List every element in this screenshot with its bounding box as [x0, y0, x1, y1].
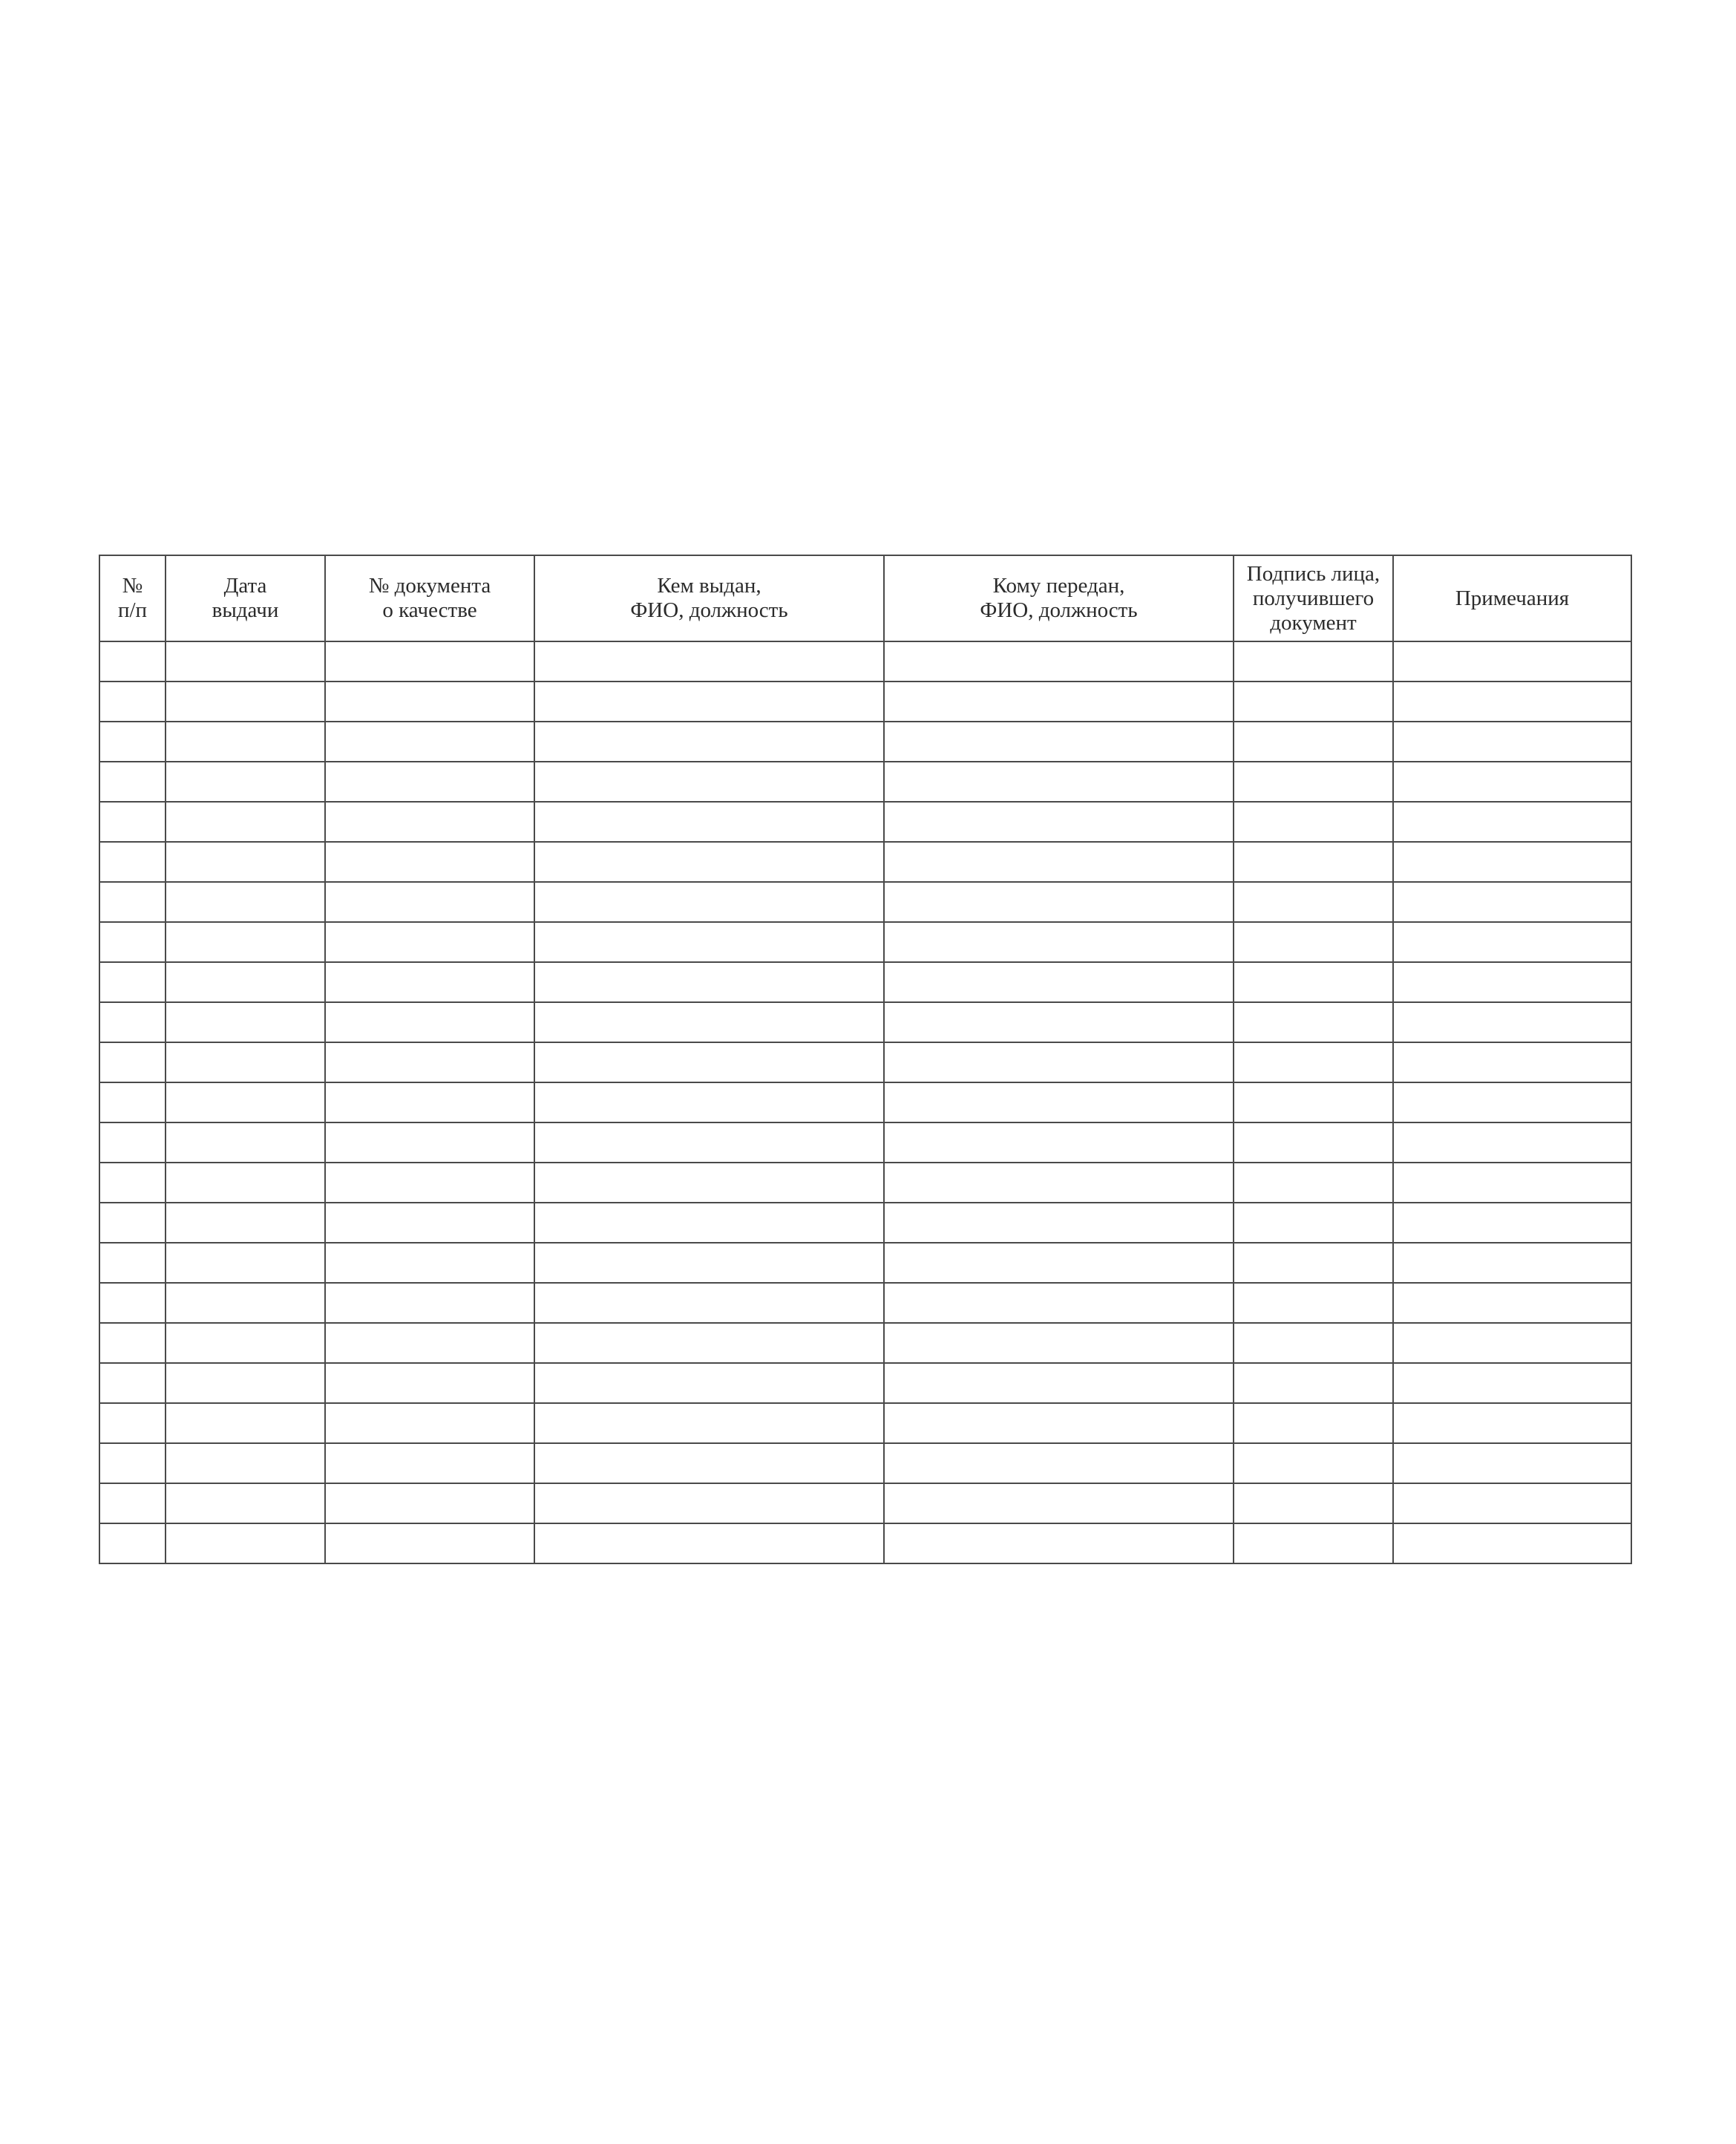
table-cell	[1234, 722, 1393, 762]
table-cell	[166, 1002, 325, 1042]
table-row	[99, 1523, 1631, 1563]
table-cell	[166, 1243, 325, 1283]
table-cell	[884, 1283, 1234, 1323]
table-cell	[1234, 1243, 1393, 1283]
table-cell	[1234, 1483, 1393, 1523]
table-cell	[166, 682, 325, 722]
table-cell	[99, 842, 166, 882]
table-cell	[99, 1243, 166, 1283]
table-cell	[1393, 1163, 1631, 1203]
table-cell	[99, 1283, 166, 1323]
table-cell	[325, 1243, 534, 1283]
table-cell	[1393, 1483, 1631, 1523]
table-cell	[534, 802, 884, 842]
table-row	[99, 802, 1631, 842]
table-cell	[884, 1042, 1234, 1082]
table-row	[99, 1483, 1631, 1523]
table-cell	[1234, 1523, 1393, 1563]
table-cell	[166, 842, 325, 882]
table-cell	[1234, 1283, 1393, 1323]
table-row	[99, 1283, 1631, 1323]
table-cell	[1234, 1363, 1393, 1403]
table-cell	[1234, 1443, 1393, 1483]
table-row	[99, 1163, 1631, 1203]
table-cell	[99, 882, 166, 922]
table-cell	[534, 682, 884, 722]
table-cell	[534, 1323, 884, 1363]
table-cell	[1393, 1243, 1631, 1283]
table-cell	[1234, 1042, 1393, 1082]
table-cell	[1234, 1122, 1393, 1163]
table-cell	[534, 1082, 884, 1122]
table-cell	[325, 1403, 534, 1443]
table-cell	[534, 1122, 884, 1163]
table-row	[99, 1203, 1631, 1243]
table-cell	[1393, 1122, 1631, 1163]
table-cell	[884, 842, 1234, 882]
table-cell	[325, 1163, 534, 1203]
table-cell	[534, 762, 884, 802]
header-transferred-to: Кому передан, ФИО, должность	[884, 555, 1234, 641]
table-cell	[1393, 882, 1631, 922]
table-cell	[166, 1163, 325, 1203]
table-cell	[1393, 762, 1631, 802]
table-cell	[325, 842, 534, 882]
table-cell	[1393, 722, 1631, 762]
table-cell	[166, 1042, 325, 1082]
table-cell	[534, 1283, 884, 1323]
table-cell	[325, 962, 534, 1002]
table-cell	[884, 802, 1234, 842]
table-cell	[1393, 641, 1631, 682]
table-cell	[884, 1082, 1234, 1122]
table-cell	[166, 641, 325, 682]
table-cell	[99, 1203, 166, 1243]
table-cell	[1234, 802, 1393, 842]
table-cell	[884, 722, 1234, 762]
table-row	[99, 1042, 1631, 1082]
table-cell	[1393, 1323, 1631, 1363]
header-quality-document-number: № документа о качестве	[325, 555, 534, 641]
table-cell	[325, 1443, 534, 1483]
table-cell	[534, 1002, 884, 1042]
table-cell	[1234, 762, 1393, 802]
table-cell	[166, 1363, 325, 1403]
table-cell	[325, 682, 534, 722]
table-cell	[534, 1042, 884, 1082]
table-cell	[1234, 641, 1393, 682]
table-cell	[884, 1443, 1234, 1483]
table-cell	[99, 1323, 166, 1363]
table-row	[99, 1122, 1631, 1163]
table-cell	[1393, 1042, 1631, 1082]
table-cell	[1393, 842, 1631, 882]
table-cell	[534, 1363, 884, 1403]
table-cell	[1234, 1082, 1393, 1122]
table-cell	[1393, 1203, 1631, 1243]
table-cell	[166, 962, 325, 1002]
table-row	[99, 1323, 1631, 1363]
table-cell	[166, 922, 325, 962]
table-cell	[166, 1122, 325, 1163]
table-cell	[1234, 962, 1393, 1002]
table-cell	[1234, 682, 1393, 722]
table-cell	[325, 882, 534, 922]
table-cell	[99, 1082, 166, 1122]
table-row	[99, 1443, 1631, 1483]
table-cell	[884, 1122, 1234, 1163]
table-cell	[166, 1443, 325, 1483]
table-cell	[99, 1042, 166, 1082]
table-row	[99, 1243, 1631, 1283]
table-cell	[99, 1122, 166, 1163]
table-cell	[1234, 882, 1393, 922]
table-cell	[99, 962, 166, 1002]
header-notes: Примечания	[1393, 555, 1631, 641]
table-cell	[534, 842, 884, 882]
table-cell	[1234, 1323, 1393, 1363]
table-cell	[1234, 1002, 1393, 1042]
table-cell	[884, 1483, 1234, 1523]
table-cell	[884, 1523, 1234, 1563]
table-cell	[884, 682, 1234, 722]
table-cell	[325, 1042, 534, 1082]
table-row	[99, 842, 1631, 882]
table-cell	[884, 962, 1234, 1002]
header-issue-date: Дата выдачи	[166, 555, 325, 641]
table-cell	[99, 1443, 166, 1483]
table-cell	[534, 1483, 884, 1523]
table-cell	[534, 1443, 884, 1483]
table-cell	[325, 1523, 534, 1563]
table-cell	[1393, 1363, 1631, 1403]
table-cell	[99, 1163, 166, 1203]
table-cell	[534, 922, 884, 962]
table-cell	[884, 1002, 1234, 1042]
header-row	[99, 555, 1631, 641]
table-cell	[325, 641, 534, 682]
table-cell	[166, 1403, 325, 1443]
table-cell	[166, 1203, 325, 1243]
table-cell	[534, 641, 884, 682]
table-cell	[99, 922, 166, 962]
table-cell	[534, 1163, 884, 1203]
table-cell	[166, 802, 325, 842]
table-cell	[1393, 1283, 1631, 1323]
table-cell	[325, 1002, 534, 1042]
table-cell	[325, 1203, 534, 1243]
table-cell	[166, 1283, 325, 1323]
table-cell	[884, 1203, 1234, 1243]
table-cell	[99, 1483, 166, 1523]
table-cell	[166, 1483, 325, 1523]
table-cell	[1393, 1443, 1631, 1483]
table-cell	[325, 1323, 534, 1363]
table-cell	[1234, 842, 1393, 882]
header-recipient-signature: Подпись лица, получившего документ	[1234, 555, 1393, 641]
table-cell	[166, 1082, 325, 1122]
table-cell	[99, 1002, 166, 1042]
table-cell	[884, 882, 1234, 922]
table-cell	[1393, 1403, 1631, 1443]
table-cell	[1393, 962, 1631, 1002]
table-row	[99, 962, 1631, 1002]
table-cell	[166, 722, 325, 762]
table-cell	[325, 1363, 534, 1403]
table-cell	[1234, 1163, 1393, 1203]
table-row	[99, 722, 1631, 762]
table-cell	[1393, 1082, 1631, 1122]
header-issued-by: Кем выдан, ФИО, должность	[534, 555, 884, 641]
document-issue-log-table	[99, 555, 1632, 1564]
table-cell	[884, 1163, 1234, 1203]
table-cell	[99, 1403, 166, 1443]
table-cell	[1393, 1002, 1631, 1042]
table-cell	[534, 1403, 884, 1443]
table-cell	[166, 762, 325, 802]
table-cell	[325, 1283, 534, 1323]
table-cell	[325, 922, 534, 962]
table-cell	[99, 1523, 166, 1563]
table-cell	[534, 882, 884, 922]
table-cell	[325, 1082, 534, 1122]
table-row	[99, 882, 1631, 922]
table-cell	[99, 682, 166, 722]
table-cell	[1234, 1203, 1393, 1243]
table-cell	[1234, 922, 1393, 962]
table-cell	[325, 722, 534, 762]
table-cell	[99, 802, 166, 842]
table-cell	[99, 641, 166, 682]
table-cell	[534, 1203, 884, 1243]
table-cell	[884, 1323, 1234, 1363]
table-cell	[884, 1363, 1234, 1403]
table-cell	[99, 722, 166, 762]
table-row	[99, 762, 1631, 802]
table-cell	[325, 762, 534, 802]
table-cell	[1234, 1403, 1393, 1443]
table-cell	[325, 802, 534, 842]
table-cell	[1393, 682, 1631, 722]
table-cell	[166, 1323, 325, 1363]
table-cell	[1393, 922, 1631, 962]
table-cell	[325, 1122, 534, 1163]
table-row	[99, 922, 1631, 962]
table-cell	[884, 762, 1234, 802]
table-cell	[534, 722, 884, 762]
table-cell	[884, 641, 1234, 682]
table-cell	[166, 1523, 325, 1563]
table-cell	[884, 1243, 1234, 1283]
table-row	[99, 1002, 1631, 1042]
table-row	[99, 1082, 1631, 1122]
table-cell	[534, 1523, 884, 1563]
table-row	[99, 682, 1631, 722]
table-cell	[1393, 802, 1631, 842]
table-cell	[99, 1363, 166, 1403]
table-cell	[534, 1243, 884, 1283]
table-cell	[1393, 1523, 1631, 1563]
table-cell	[166, 882, 325, 922]
table-body	[99, 641, 1631, 1563]
table-cell	[325, 1483, 534, 1523]
header-row-number: № п/п	[99, 555, 166, 641]
table-row	[99, 1403, 1631, 1443]
table-cell	[534, 962, 884, 1002]
table-cell	[884, 922, 1234, 962]
table-row	[99, 641, 1631, 682]
table-row	[99, 1363, 1631, 1403]
table-cell	[884, 1403, 1234, 1443]
table-cell	[99, 762, 166, 802]
